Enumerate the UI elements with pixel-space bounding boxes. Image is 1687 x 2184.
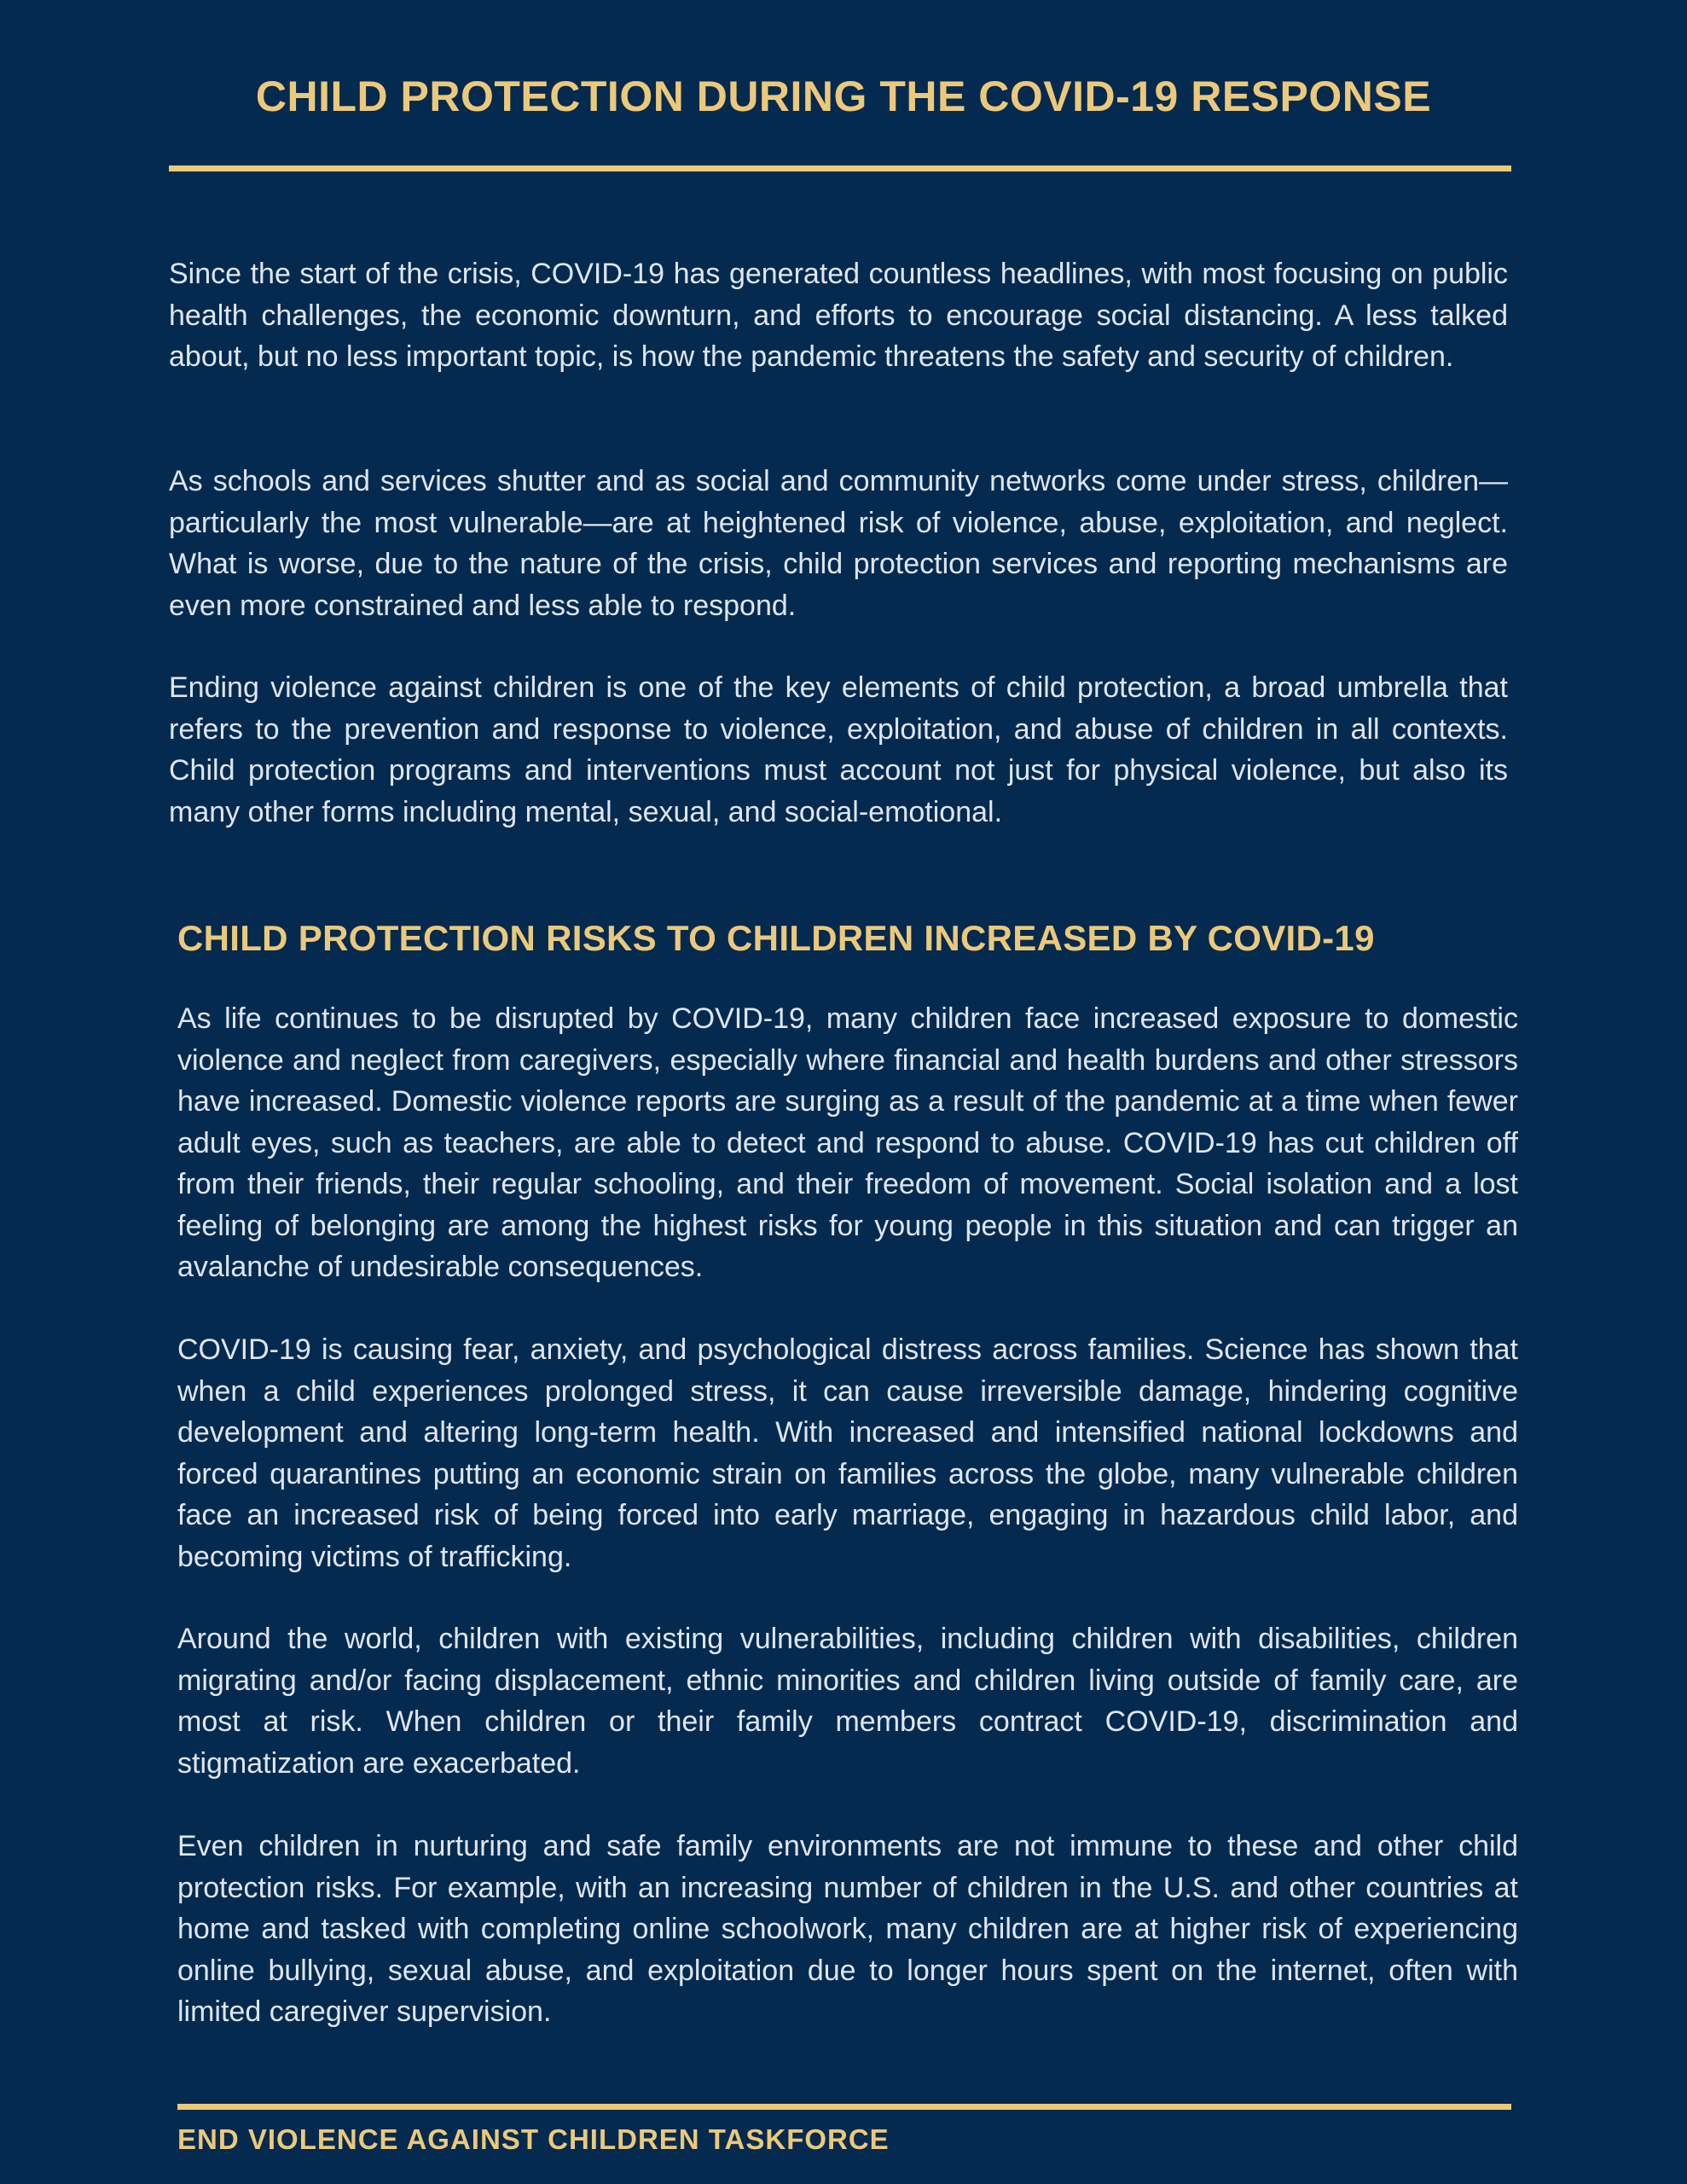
- intro-paragraph: As schools and services shutter and as social and community networks come under stress, children—particularly the most vulnerable—are at heightened risk of violence, abuse, exploitation, and neglect. What is worse, due to the nature of the crisis, child protection services and reporting mechanisms are even more constrained and less able to respond.: [169, 465, 1508, 622]
- intro-paragraph: Ending violence against children is one of the key elements of child protection, a broad umbrella that refers to the prevention and response to violence, exploitation, and abuse of children in all contexts. Child protection programs and interventions must account not just for physical violence, but also its many other forms including mental, sexual, and social-emotional.: [169, 671, 1508, 828]
- section-heading: CHILD PROTECTION RISKS TO CHILDREN INCREASED BY COVID-19: [177, 918, 1375, 958]
- footer-divider: [177, 2104, 1511, 2110]
- section-paragraph: Even children in nurturing and safe family environments are not immune to these and other child protection risks. For example, with an increasing number of children in the U.S. and other countries at home and tasked with completing online schoolwork, many children are at higher risk of experiencing online bullying, sexual abuse, and exploitation due to longer hours spent on the internet, often with limited caregiver supervision.: [177, 1830, 1518, 2028]
- section-paragraph: Around the world, children with existing vulnerabilities, including children with disabilities, children migrating and/or facing displacement, ethnic minorities and children living outside of family care, are most at risk. When children or their family members contract COVID-19, discrimination and stigmatization are exacerbated.: [177, 1623, 1518, 1780]
- title-divider: [169, 166, 1511, 171]
- footer-organization: END VIOLENCE AGAINST CHILDREN TASKFORCE: [177, 2123, 890, 2155]
- page-title: CHILD PROTECTION DURING THE COVID-19 RESPONSE: [255, 73, 1432, 120]
- intro-paragraph: Since the start of the crisis, COVID-19 has generated countless headlines, with most focusing on public health challenges, the economic downturn, and efforts to encourage social distancing. A less talked about, but no less important topic, is how the pandemic threatens the safety and security of children.: [169, 258, 1508, 373]
- section-paragraph: COVID-19 is causing fear, anxiety, and psychological distress across families. Science has shown that when a child experiences prolonged stress, it can cause irreversible damage, hindering cognitive development and altering long-term health. With increased and intensified national lockdowns and forced quarantines putting an economic strain on families across the globe, many vulnerable children face an increased risk of being forced into early marriage, engaging in hazardous child labor, and becoming victims of trafficking.: [177, 1333, 1518, 1573]
- section-paragraph: As life continues to be disrupted by COVID-19, many children face increased exposure to domestic violence and neglect from caregivers, especially where financial and health burdens and other stressors have increased. Domestic violence reports are surging as a result of the pandemic at a time when fewer adult eyes, such as teachers, are able to detect and respond to abuse. COVID-19 has cut children off from their friends, their regular schooling, and their freedom of movement. Social isolation and a lost feeling of belonging are among the highest risks for young people in this situation and can trigger an avalanche of undesirable consequences.: [177, 1002, 1518, 1283]
